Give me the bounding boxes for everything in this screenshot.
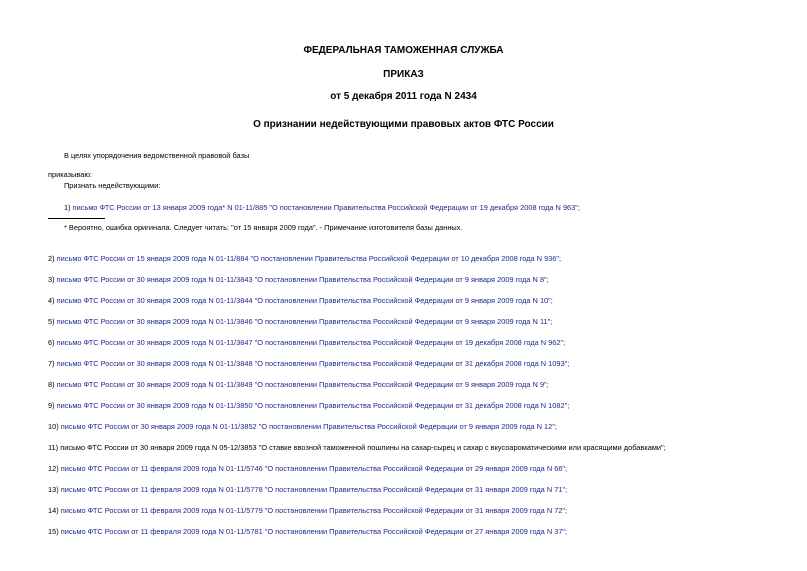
item-number: 11) [48,443,59,452]
item-number: 12) [48,464,59,473]
order-word: приказываю: [48,170,92,179]
order-type-heading: ПРИКАЗ [383,69,424,80]
item-link[interactable]: письмо ФТС России от 30 января 2009 года N 01-11/3844 "О постановлении Правительства Российской Федерации от 9 января 2009 года N 10"; [56,296,553,305]
list-item [48,402,569,409]
footnote-divider [48,218,105,219]
footnote-text: * Вероятно, ошибка оригинала. Следует читать: "от 15 января 2009 года". - Примечание изготовителя базы данных. [64,223,463,232]
item-link[interactable]: письмо ФТС России от 11 февраля 2009 года N 01-11/5746 "О постановлении Правительства Российской Федерации от 29 января 2009 года N 66"; [60,464,568,473]
item-number: 5) [48,317,55,326]
list-item [48,318,552,325]
item-number: 6) [48,338,55,347]
item-link[interactable]: письмо ФТС России от 11 февраля 2009 года N 01-11/5779 "О постановлении Правительства Российской Федерации от 31 января 2009 года N 72"; [60,506,568,515]
item-link[interactable]: письмо ФТС России от 30 января 2009 года N 01-11/3843 "О постановлении Правительства Российской Федерации от 9 января 2009 года N 8"; [56,275,549,284]
item-link[interactable]: письмо ФТС России от 30 января 2009 года N 01-11/3847 "О постановлении Правительства Российской Федерации от 19 декабря 2008 года N 962"; [56,338,566,347]
preamble-text: В целях упорядочения ведомственной правовой базы [64,151,250,160]
list-item [64,204,580,211]
item-link[interactable]: письмо ФТС России от 13 января 2009 года* N 01-11/885 "О постановлении Правительства Российской Федерации от 19 декабря 2008 года N 963"; [72,203,580,212]
item-link[interactable]: письмо ФТС России от 30 января 2009 года N 01-11/3848 "О постановлении Правительства Российской Федерации от 31 декабря 2008 года N 1093"; [56,359,570,368]
list-item [48,423,557,430]
item-number: 14) [48,506,59,515]
list-item [48,507,567,514]
list-item [48,486,567,493]
list-item [48,255,561,262]
item-number: 9) [48,401,55,410]
item-link[interactable]: письмо ФТС России от 30 января 2009 года N 01-11/3849 "О постановлении Правительства Российской Федерации от 9 января 2009 года N 9"; [56,380,549,389]
item-link[interactable]: письмо ФТС России от 30 января 2009 года N 01-11/3850 "О постановлении Правительства Российской Федерации от 31 декабря 2008 года N 1082"; [56,401,570,410]
agency-heading: ФЕДЕРАЛЬНАЯ ТАМОЖЕННАЯ СЛУЖБА [303,45,504,56]
list-item [48,297,553,304]
item-link[interactable]: письмо ФТС России от 15 января 2009 года N 01-11/884 "О постановлении Правительства Российской Федерации от 10 декабря 2008 года N 936"; [56,254,562,263]
list-item [48,360,569,367]
item-number: 8) [48,380,55,389]
list-item [48,381,549,388]
list-item [48,465,567,472]
list-item [48,339,565,346]
item-number: 1) [64,203,71,212]
item-number: 15) [48,527,59,536]
item-number: 2) [48,254,55,263]
list-item [48,444,666,451]
order-date-heading: от 5 декабря 2011 года N 2434 [330,91,477,102]
item-number: 3) [48,275,55,284]
list-item [48,528,567,535]
item-link[interactable]: письмо ФТС России от 11 февраля 2009 года N 01-11/5778 "О постановлении Правительства Российской Федерации от 31 января 2009 года N 71"; [60,485,568,494]
item-link[interactable]: письмо ФТС России от 30 января 2009 года N 01-11/3852 "О постановлении Правительства Российской Федерации от 9 января 2009 года N 12"; [60,422,557,431]
item-number: 4) [48,296,55,305]
item-link[interactable]: письмо ФТС России от 11 февраля 2009 года N 01-11/5781 "О постановлении Правительства Российской Федерации от 27 января 2009 года N 37"; [60,527,568,536]
item-number: 13) [48,485,59,494]
item-number: 10) [48,422,59,431]
item-number: 7) [48,359,55,368]
clause-text: Признать недействующими: [64,181,161,190]
document-title: О признании недействующими правовых актов ФТС России [253,119,554,130]
list-item [48,276,549,283]
item-text: письмо ФТС России от 30 января 2009 года N 05-12/3853 "О ставке ввозной таможенной пошлины на сахар-сырец и сахар с вкусоароматическими или красящими добавками"; [60,443,666,452]
item-link[interactable]: письмо ФТС России от 30 января 2009 года N 01-11/3846 "О постановлении Правительства Российской Федерации от 9 января 2009 года N 11"; [56,317,553,326]
